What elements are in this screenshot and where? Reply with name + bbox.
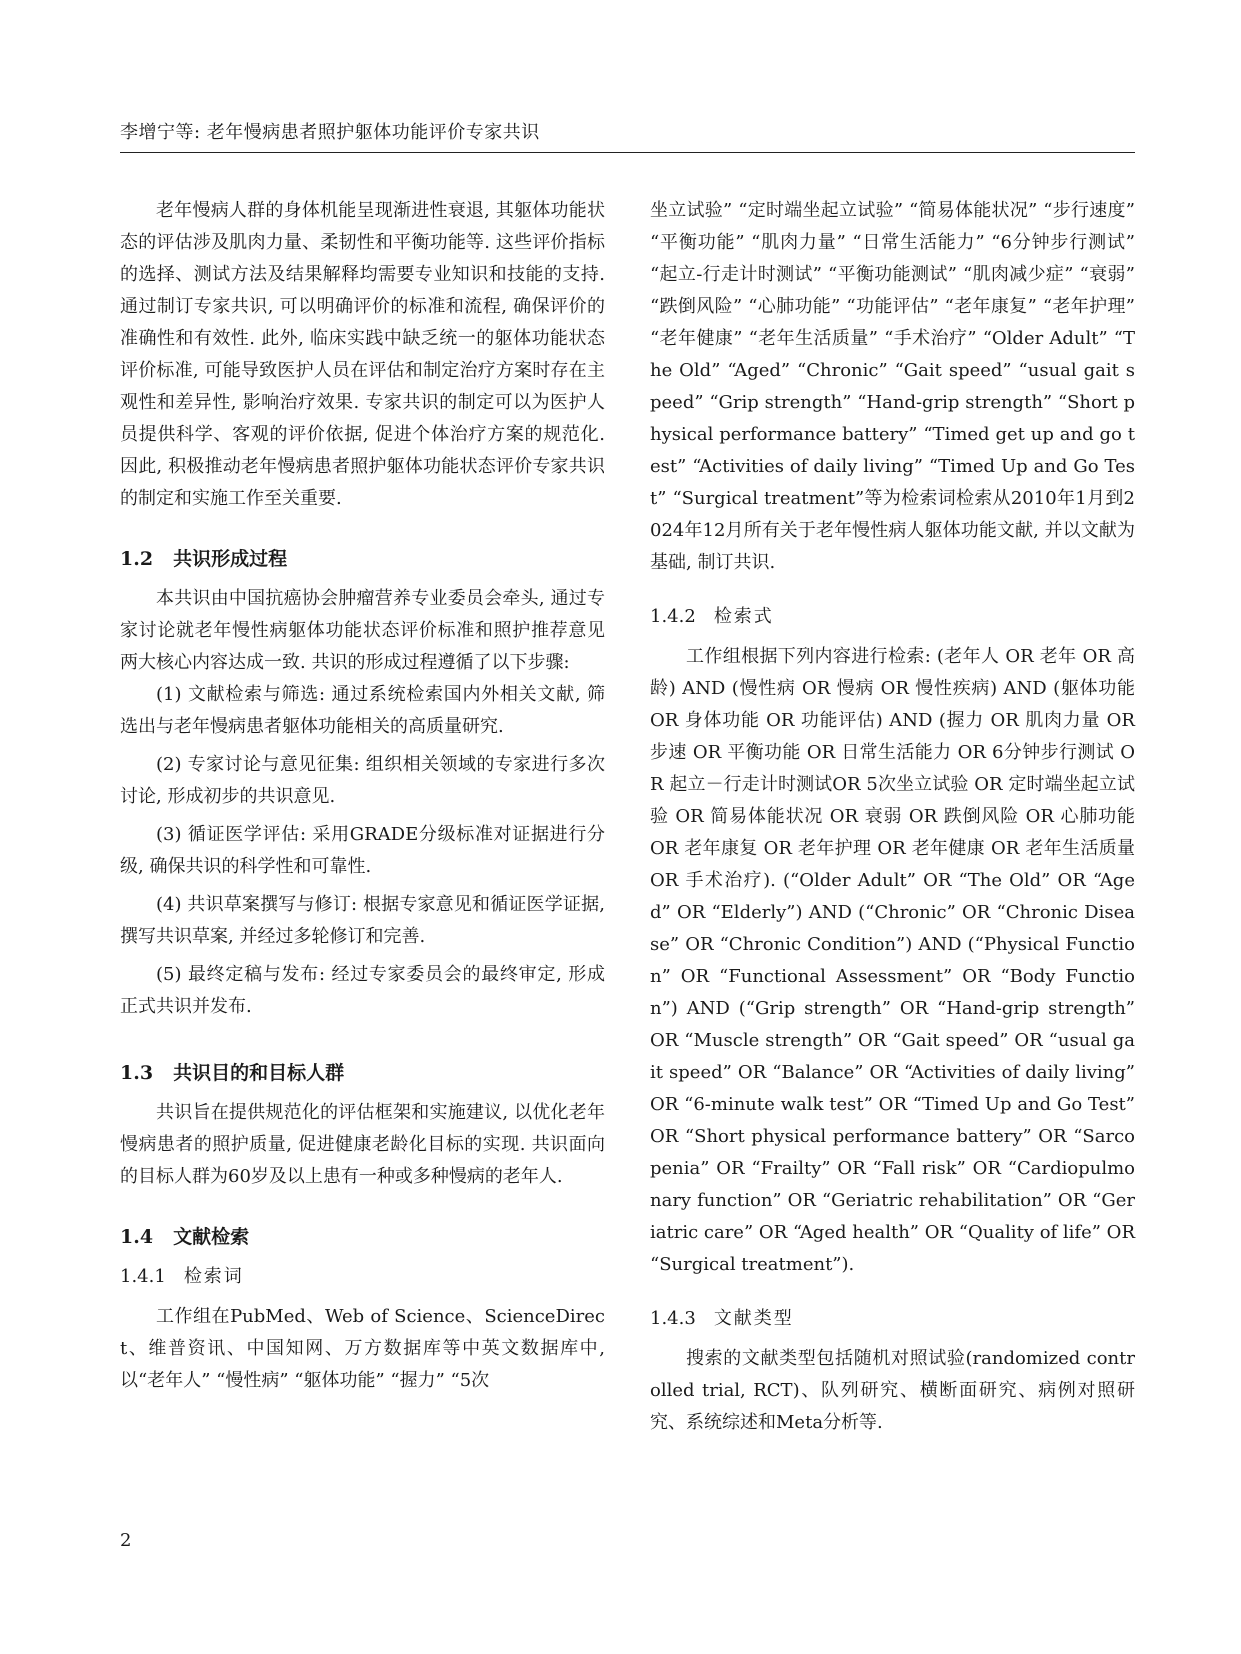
section-title: 共识形成过程 [173, 548, 288, 570]
section-number: 1.4 [120, 1226, 154, 1248]
section-1-4-3-heading [650, 1303, 1135, 1335]
header-rule [120, 152, 1135, 153]
section-1-4-heading [120, 1221, 605, 1253]
section-title: 共识目的和目标人群 [173, 1062, 345, 1084]
section-1-4-1-paragraph: 工作组在PubMed、Web of Science、ScienceDirect、维普资讯、中国知网、万方数据库等中英文数据库中, 以“老年人” “慢性病” “躯体功能” “握力” “5次 [120, 1306, 605, 1391]
subsection-number: 1.4.1 [120, 1266, 166, 1287]
section-1-3-paragraph: 共识旨在提供规范化的评估框架和实施建议, 以优化老年慢病患者的照护质量, 促进健康老龄化目标的实现. 共识面向的目标人群为60岁及以上患有一种或多种慢病的老年人. [120, 1102, 605, 1187]
subsection-title: 检索式 [713, 606, 774, 627]
section-1-3-heading [120, 1057, 605, 1089]
running-head: 李增宁等: 老年慢病患者照护躯体功能评价专家共识 [120, 122, 540, 143]
continued-paragraph: 坐立试验” “定时端坐起立试验” “简易体能状况” “步行速度” “平衡功能” “肌肉力量” “日常生活能力” “6分钟步行测试” “起立-行走计时测试” “平衡功能测试” “肌肉减少症” “衰弱” “跌倒风险” “心肺功能” “功能评估” “老年康复” “老年护理” “老年健康” “老年生活质量” “手术治疗” “Older Adult” “The Old” “Aged” “Chronic” “Gait speed” “usual gait speed” “Grip strength” “Hand-grip strength” “Short physical performance battery” “Timed get up and go test” “Activities of daily living” “Timed Up and Go Test” “Surgical treatment”等为检索词检索从2010年1月到2024年12月所有关于老年慢性病人躯体功能文献, 并以文献为基础, 制订共识. [650, 200, 1135, 573]
section-number: 1.2 [120, 548, 154, 570]
section-1-2-heading [120, 543, 605, 575]
subsection-title: 检索词 [183, 1266, 244, 1287]
section-1-4-1-heading [120, 1261, 605, 1293]
section-1-4-2-paragraph: 工作组根据下列内容进行检索: (老年人 OR 老年 OR 高龄) AND (慢性病 OR 慢病 OR 慢性疾病) AND (躯体功能 OR 身体功能 OR 功能评估) AND (握力 OR 肌肉力量 OR 步速 OR 平衡功能 OR 日常生活能力 OR 6分钟步行测试 OR 起立－行走计时测试OR 5次坐立试验 OR 定时端坐起立试验 OR 简易体能状况 OR 衰弱 OR 跌倒风险 OR 心肺功能 OR 老年康复 OR 老年护理 OR 老年健康 OR 老年生活质量 OR 手术治疗). (“Older Adult” OR “The Old” OR “Aged” OR “Elderly”) AND (“Chronic” OR “Chronic Disease” OR “Chronic Condition”) AND (“Physical Function” OR “Functional Assessment” OR “Body Function”) AND (“Grip strength” OR “Hand-grip strength” OR “Muscle strength” OR “Gait speed” OR “usual gait speed” OR “Balance” OR “Activities of daily living” OR “6-minute walk test” OR “Timed Up and Go Test” OR “Short physical performance battery” OR “Sarcopenia” OR “Frailty” OR “Fall risk” OR “Cardiopulmonary function” OR “Geriatric rehabilitation” OR “Geriatric care” OR “Aged health” OR “Quality of life” OR “Surgical treatment”). [650, 646, 1135, 1275]
step-item: (1) 文献检索与筛选: 通过系统检索国内外相关文献, 筛选出与老年慢病患者躯体功能相关的高质量研究. [120, 684, 605, 737]
subsection-number: 1.4.2 [650, 606, 696, 627]
left-column [120, 195, 605, 1397]
section-1-2-paragraph: 本共识由中国抗癌协会肿瘤营养专业委员会牵头, 通过专家讨论就老年慢性病躯体功能状态评价标准和照护推荐意见两大核心内容达成一致. 共识的形成过程遵循了以下步骤: [120, 588, 605, 673]
section-1-4-3-paragraph: 搜索的文献类型包括随机对照试验(randomized controlled trial, RCT)、队列研究、横断面研究、病例对照研究、系统综述和Meta分析等. [650, 1348, 1135, 1433]
page-number: 2 [120, 1530, 132, 1551]
section-title: 文献检索 [173, 1226, 250, 1248]
step-item: (3) 循证医学评估: 采用GRADE分级标准对证据进行分级, 确保共识的科学性和可靠性. [120, 824, 605, 877]
section-number: 1.3 [120, 1062, 154, 1084]
intro-paragraph: 老年慢病人群的身体机能呈现渐进性衰退, 其躯体功能状态的评估涉及肌肉力量、柔韧性和平衡功能等. 这些评价指标的选择、测试方法及结果解释均需要专业知识和技能的支持. 通过制订专家共识, 可以明确评价的标准和流程, 确保评价的准确性和有效性. 此外, 临床实践中缺乏统一的躯体功能状态评价标准, 可能导致医护人员在评估和制定治疗方案时存在主观性和差异性, 影响治疗效果. 专家共识的制定可以为医护人员提供科学、客观的评价依据, 促进个体治疗方案的规范化. 因此, 积极推动老年慢病患者照护躯体功能状态评价专家共识的制定和实施工作至关重要. [120, 200, 605, 509]
subsection-title: 文献类型 [713, 1308, 794, 1329]
right-column [650, 195, 1135, 1439]
step-item: (5) 最终定稿与发布: 经过专家委员会的最终审定, 形成正式共识并发布. [120, 964, 605, 1017]
section-1-4-2-heading [650, 601, 1135, 633]
step-item: (4) 共识草案撰写与修订: 根据专家意见和循证医学证据, 撰写共识草案, 并经过多轮修订和完善. [120, 894, 605, 947]
subsection-number: 1.4.3 [650, 1308, 696, 1329]
step-item: (2) 专家讨论与意见征集: 组织相关领域的专家进行多次讨论, 形成初步的共识意见. [120, 754, 605, 807]
